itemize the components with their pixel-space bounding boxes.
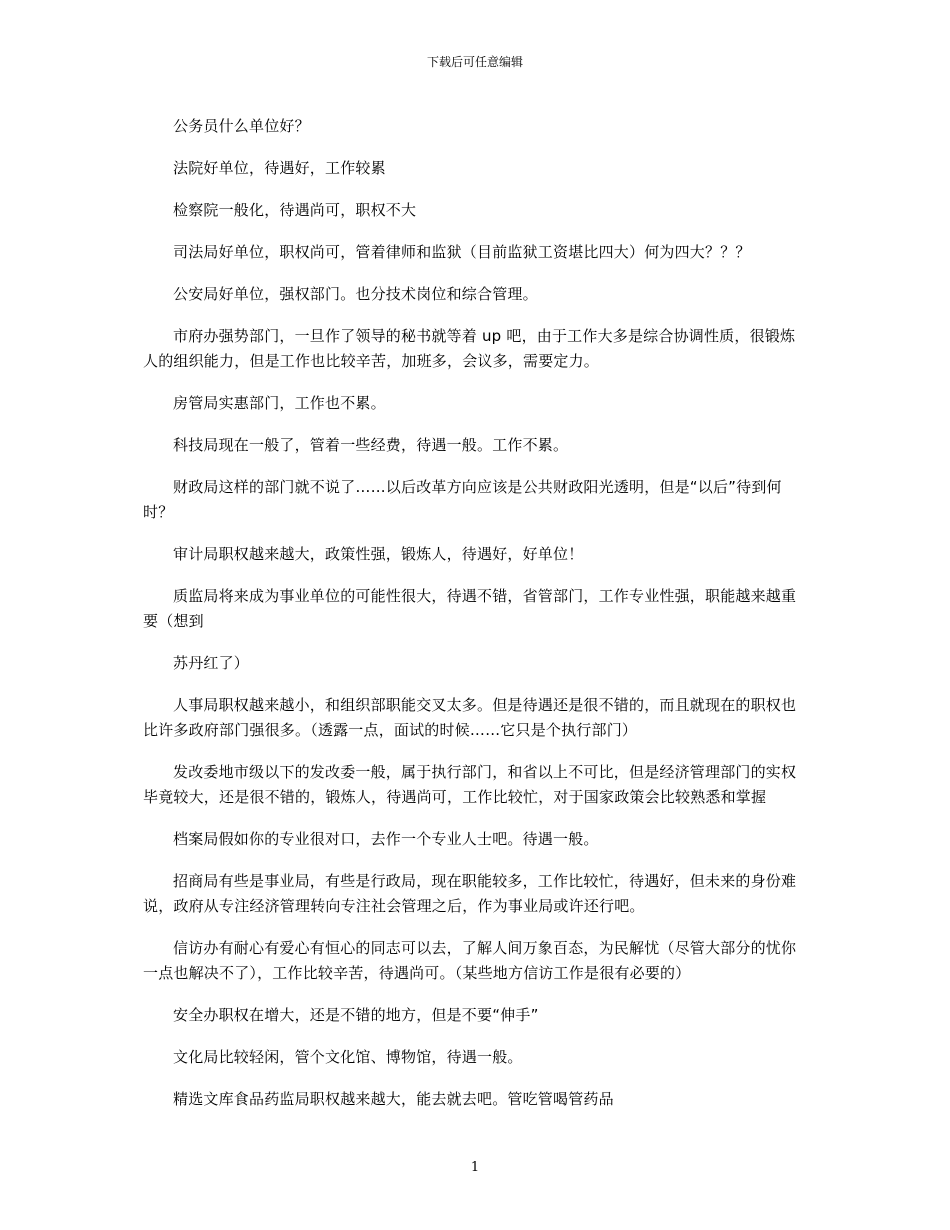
paragraph: 档案局假如你的专业很对口，去作一个专业人士吧。待遇一般。 [173, 830, 599, 848]
paragraph: 文化局比较轻闲，管个文化馆、博物馆，待遇一般。 [173, 1048, 523, 1066]
paragraph: 法院好单位，待遇好，工作较累 [173, 159, 386, 177]
paragraph: 司法局好单位，职权尚可，管着律师和监狱（目前监狱工资堪比四大）何为四大？？？ [173, 243, 751, 261]
paragraph: 信访办有耐心有爱心有恒心的同志可以去，了解人间万象百态，为民解忧（尽管大部分的忧你一点也解决不了），工作比较辛苦，待遇尚可。（某些地方信访工作是很有必要的） [143, 939, 797, 982]
paragraph: 人事局职权越来越小，和组织部职能交叉太多。但是待遇还是很不错的，而且就现在的职权也比许多政府部门强很多。（透露一点，面试的时候……它只是个执行部门） [143, 696, 797, 739]
paragraph: 招商局有些是事业局，有些是行政局，现在职能较多，工作比较忙，待遇好，但未来的身份难说，政府从专注经济管理转向专注社会管理之后，作为事业局或许还行吧。 [143, 872, 797, 915]
page-number: 1 [470, 1160, 480, 1175]
document-body [143, 114, 809, 1129]
paragraph: 质监局将来成为事业单位的可能性很大，待遇不错，省管部门，工作专业性强，职能越来越重要（想到 [143, 587, 797, 630]
page-header: 下载后可任意编辑 [426, 55, 523, 69]
paragraph: 市府办强势部门，一旦作了领导的秘书就等着 up 吧，由于工作大多是综合协调性质，很锻炼人的组织能力，但是工作也比较辛苦，加班多，会议多，需要定力。 [143, 327, 796, 370]
paragraph: 检察院一般化，待遇尚可，职权不大 [173, 201, 417, 219]
paragraph: 房管局实惠部门，工作也不累。 [173, 394, 386, 412]
paragraph: 财政局这样的部门就不说了……以后改革方向应该是公共财政阳光透明，但是“以后”待到何时？ [143, 478, 782, 521]
paragraph: 公务员什么单位好？ [173, 117, 310, 135]
paragraph: 苏丹红了） [173, 654, 250, 672]
paragraph: 安全办职权在增大，还是不错的地方，但是不要“伸手” [173, 1006, 539, 1024]
paragraph: 科技局现在一般了，管着一些经费，待遇一般。工作不累。 [173, 436, 569, 454]
paragraph: 精选文库食品药监局职权越来越大，能去就去吧。管吃管喝管药品 [173, 1090, 614, 1108]
paragraph: 审计局职权越来越大，政策性强，锻炼人，待遇好，好单位！ [173, 545, 584, 563]
paragraph: 公安局好单位，强权部门。也分技术岗位和综合管理。 [173, 285, 538, 303]
paragraph: 发改委地市级以下的发改委一般，属于执行部门，和省以上不可比，但是经济管理部门的实权毕竟较大，还是很不错的，锻炼人，待遇尚可，工作比较忙，对于国家政策会比较熟悉和掌握 [143, 763, 797, 806]
